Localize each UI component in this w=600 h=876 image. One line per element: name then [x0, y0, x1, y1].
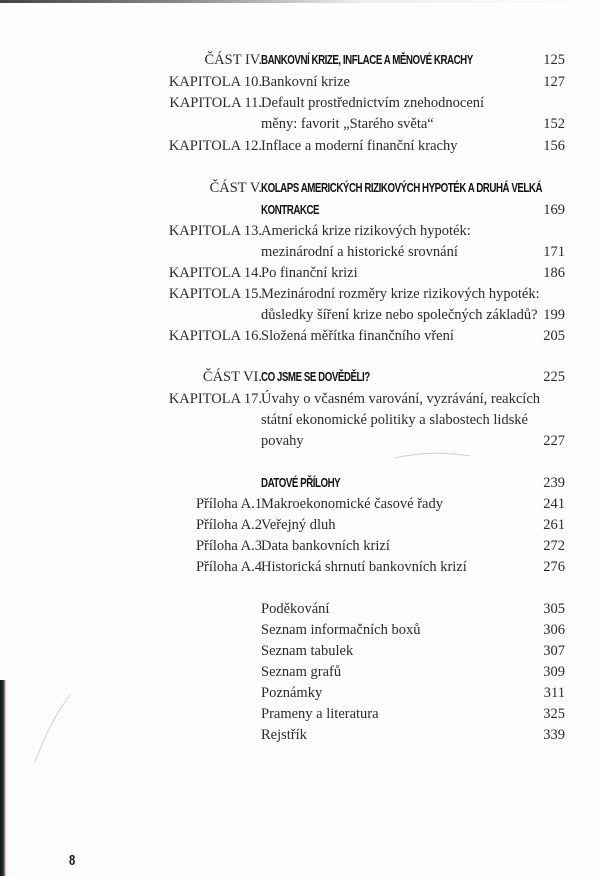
page-number: 339: [543, 727, 565, 743]
chapter-label: KAPITOLA 15.: [168, 286, 262, 302]
chapter-title: Mezinárodní rozměry krize rizikových hypoték:: [261, 286, 540, 302]
chapter-title: Bankovní krize: [261, 74, 350, 90]
appendix-label: Příloha A.4: [195, 559, 262, 575]
page-folio: 8: [69, 852, 76, 869]
toc-backmatter-row[interactable]: [0, 704, 600, 725]
appendix-label: Příloha A.3: [195, 538, 262, 554]
toc-part-row[interactable]: [0, 178, 600, 199]
appendix-title: Makroekonomické časové řady: [261, 496, 443, 512]
appendix-label: Příloha A.1: [195, 496, 262, 512]
backmatter-title: Poznámky: [261, 685, 323, 701]
toc-chapter-row[interactable]: [0, 72, 600, 93]
page-number: 225: [543, 369, 565, 385]
part-title: KOLAPS AMERICKÝCH RIZIKOVÝCH HYPOTÉK A DRUHÁ VELKÁ: [261, 181, 543, 195]
toc-chapter-row[interactable]: [0, 389, 600, 410]
toc-chapter-row[interactable]: [0, 326, 600, 347]
part-label: ČÁST VI.: [202, 369, 262, 385]
scan-top-edge: [0, 0, 600, 3]
chapter-title: Složená měřítka finančního vření: [261, 328, 454, 344]
chapter-title-continued: státní ekonomické politiky a slabostech lidské: [261, 412, 528, 428]
appendix-title: Data bankovních krizí: [261, 538, 390, 554]
backmatter-title: Seznam tabulek: [261, 643, 354, 659]
chapter-label: KAPITOLA 16.: [168, 328, 262, 344]
toc-chapter-row[interactable]: [0, 93, 600, 114]
backmatter-title: Seznam informačních boxů: [261, 622, 421, 638]
toc-part-row[interactable]: [0, 473, 600, 494]
chapter-title-continued: mezinárodní a historické srovnání: [261, 244, 458, 260]
toc-part-row[interactable]: [0, 50, 600, 71]
toc-chapter-row[interactable]: [0, 221, 600, 242]
page-number: 305: [543, 601, 565, 617]
chapter-title-continued: měny: favorit „Starého světa“: [261, 116, 434, 132]
toc-part-row-continued[interactable]: [0, 200, 600, 221]
toc-appendix-row[interactable]: [0, 557, 600, 578]
page-number: 261: [543, 517, 565, 533]
page-number: 169: [543, 202, 565, 218]
backmatter-title: Rejstřík: [261, 727, 307, 743]
page-number: 171: [543, 244, 565, 260]
page-number: 199: [543, 307, 565, 323]
appendix-label: Příloha A.2: [195, 517, 262, 533]
toc-chapter-row-continued[interactable]: [0, 410, 600, 431]
toc-backmatter-row[interactable]: [0, 620, 600, 641]
chapter-label: KAPITOLA 13.: [168, 223, 262, 239]
toc-chapter-row-continued[interactable]: [0, 114, 600, 135]
toc-chapter-row[interactable]: [0, 284, 600, 305]
toc-appendix-row[interactable]: [0, 515, 600, 536]
toc-chapter-row[interactable]: [0, 136, 600, 157]
appendix-title: Historická shrnutí bankovních krizí: [261, 559, 467, 575]
backmatter-title: Seznam grafů: [261, 664, 342, 680]
backmatter-title: Prameny a literatura: [261, 706, 379, 722]
part-title: CO JSME SE DOVĚDĚLI?: [261, 370, 370, 384]
chapter-label: KAPITOLA 17.: [168, 391, 262, 407]
chapter-title: Po finanční krizi: [261, 265, 358, 281]
page-number: 239: [543, 475, 565, 491]
chapter-title: Inflace a moderní finanční krachy: [261, 138, 458, 154]
toc-chapter-row-continued[interactable]: [0, 431, 600, 452]
toc-backmatter-row[interactable]: [0, 725, 600, 746]
chapter-label: KAPITOLA 11.: [169, 95, 262, 111]
page-number: 272: [543, 538, 565, 554]
page-number: 241: [543, 496, 565, 512]
toc-chapter-row-continued[interactable]: [0, 242, 600, 263]
page-number: 307: [543, 643, 565, 659]
page-number: 186: [543, 265, 565, 281]
page-number: 276: [543, 559, 565, 575]
page-number: 127: [543, 74, 565, 90]
page-number: 325: [543, 706, 565, 722]
page-number: 311: [543, 685, 565, 701]
part-title: DATOVÉ PŘÍLOHY: [261, 476, 341, 490]
page-number: 205: [543, 328, 565, 344]
chapter-title: Default prostřednictvím znehodnocení: [261, 95, 485, 111]
toc-appendix-row[interactable]: [0, 494, 600, 515]
toc-backmatter-row[interactable]: [0, 599, 600, 620]
page-number: 152: [543, 116, 565, 132]
part-title-continued: KONTRAKCE: [261, 203, 320, 217]
chapter-label: KAPITOLA 10.: [168, 74, 262, 90]
toc-backmatter-row[interactable]: [0, 662, 600, 683]
appendix-title: Veřejný dluh: [261, 517, 336, 533]
chapter-title-continued: povahy: [261, 433, 304, 449]
page-number: 125: [543, 52, 565, 68]
chapter-label: KAPITOLA 12.: [168, 138, 262, 154]
part-label: ČÁST IV.: [204, 52, 262, 68]
chapter-title: Americká krize rizikových hypoték:: [261, 223, 471, 239]
chapter-title-continued: důsledky šíření krize nebo společných základů?: [261, 307, 538, 323]
page-number: 156: [543, 138, 565, 154]
page-number: 309: [543, 664, 565, 680]
toc-chapter-row[interactable]: [0, 263, 600, 284]
toc-appendix-row[interactable]: [0, 536, 600, 557]
page-number: 306: [543, 622, 565, 638]
toc-backmatter-row[interactable]: [0, 683, 600, 704]
page-number: 227: [543, 433, 565, 449]
toc-chapter-row-continued[interactable]: [0, 305, 600, 326]
toc-part-row[interactable]: [0, 367, 600, 388]
part-label: ČÁST V.: [209, 180, 262, 196]
chapter-label: KAPITOLA 14.: [168, 265, 262, 281]
backmatter-title: Poděkování: [261, 601, 330, 617]
chapter-title: Úvahy o včasném varování, vyzrávání, reakcích: [261, 391, 541, 407]
part-title: BANKOVNÍ KRIZE, INFLACE A MĚNOVÉ KRACHY: [261, 53, 473, 67]
toc-backmatter-row[interactable]: [0, 641, 600, 662]
